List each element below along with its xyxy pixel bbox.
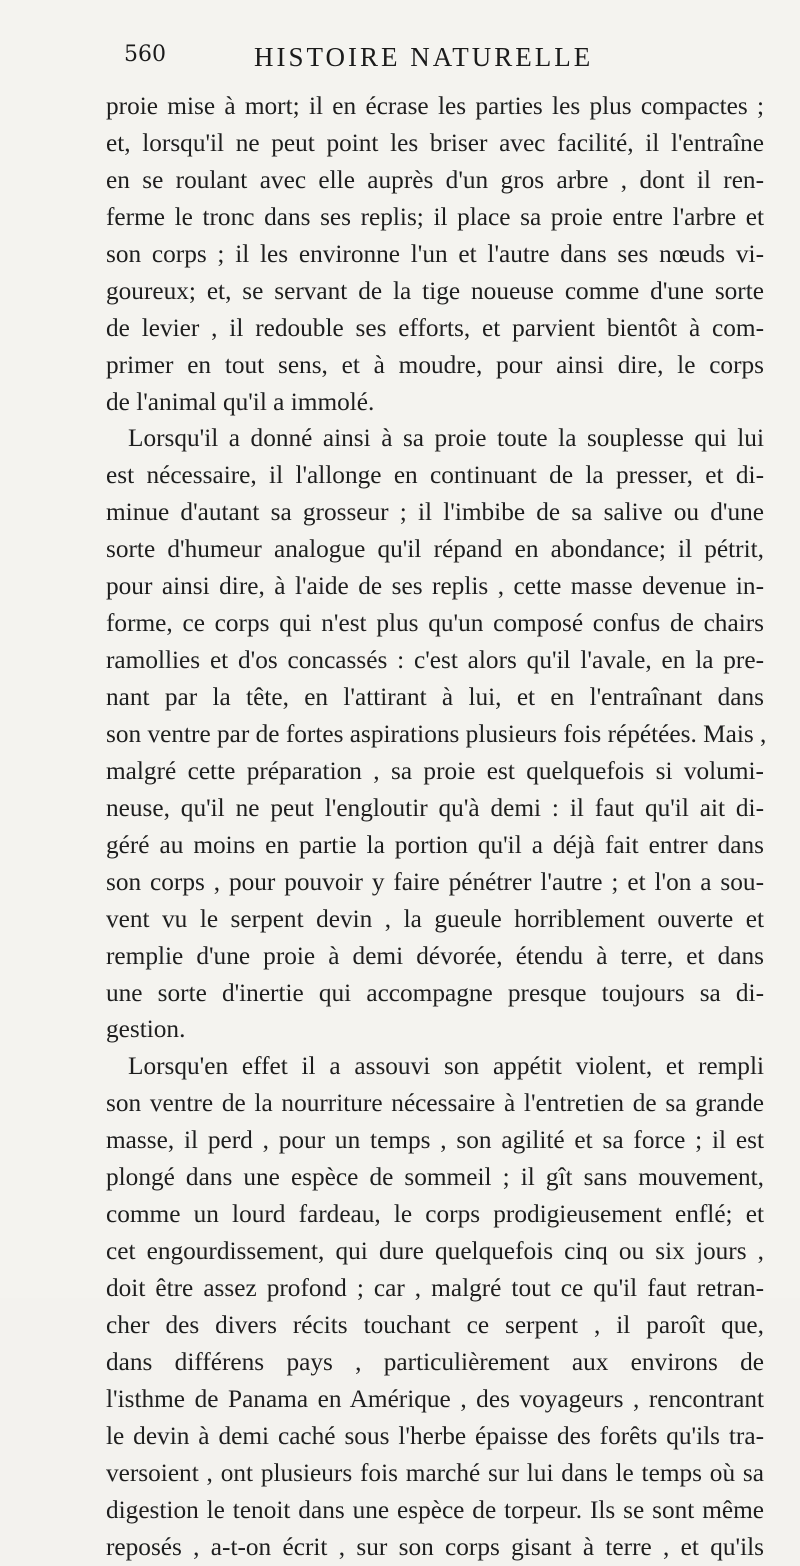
- text-line: vent vu le serpent devin , la gueule horriblement ouverte et: [106, 904, 764, 933]
- text-line: son corps , pour pouvoir y faire pénétrer l'autre ; et l'on a sou-: [106, 867, 764, 896]
- text-line: cet engourdissement, qui dure quelquefois cinq ou six jours ,: [106, 1237, 764, 1266]
- paragraph-start-line: Lorsqu'il a donné ainsi à sa proie toute la souplesse qui lui: [128, 424, 764, 453]
- text-line: est nécessaire, il l'allonge en continuant de la presser, et di-: [106, 461, 764, 490]
- text-line: le devin à demi caché sous l'herbe épaisse des forêts qu'ils tra-: [106, 1421, 764, 1450]
- text-line: proie mise à mort; il en écrase les parties les plus compactes ;: [106, 92, 764, 120]
- text-line: cher des divers récits touchant ce serpent , il paroît que,: [106, 1310, 764, 1339]
- text-line: dans différens pays , particulièrement aux environs de: [106, 1347, 764, 1376]
- text-line: pour ainsi dire, à l'aide de ses replis , cette masse devenue in-: [106, 572, 764, 601]
- body-text: [106, 88, 767, 1566]
- page-number: 560: [124, 42, 166, 67]
- text-line: forme, ce corps qui n'est plus qu'un composé confus de chairs: [106, 609, 764, 638]
- running-title: HISTOIRE NATURELLE: [254, 42, 594, 72]
- text-line: masse, il perd , pour un temps , son agilité et sa force ; il est: [106, 1126, 764, 1155]
- text-line: et, lorsqu'il ne peut point les briser avec facilité, il l'entraîne: [106, 128, 764, 157]
- text-line: malgré cette préparation , sa proie est quelquefois si volumi-: [106, 756, 764, 785]
- page-header: [124, 42, 754, 82]
- text-line: de levier , il redouble ses efforts, et parvient bientôt à com-: [106, 313, 764, 342]
- paragraph-end-line: de l'animal qu'il a immolé.: [106, 387, 375, 416]
- text-line: nant par la tête, en l'attirant à lui, et en l'entraînant dans: [106, 683, 764, 711]
- text-line: versoient , ont plusieurs fois marché sur lui dans le temps où sa: [106, 1458, 764, 1487]
- text-line: goureux; et, se servant de la tige noueuse comme d'une sorte: [106, 276, 764, 305]
- text-line: comme un lourd fardeau, le corps prodigieusement enflé; et: [106, 1200, 764, 1229]
- paragraph-start-line: Lorsqu'en effet il a assouvi son appétit violent, et rempli: [128, 1052, 764, 1081]
- text-line: une sorte d'inertie qui accompagne presque toujours sa di-: [106, 978, 764, 1007]
- paragraph-end-line: gestion.: [106, 1015, 186, 1044]
- text-line: reposés , a-t-on écrit , sur son corps gisant à terre , et qu'ils: [106, 1532, 764, 1561]
- text-line: son ventre par de fortes aspirations plusieurs fois répétées. Mais ,: [106, 719, 767, 748]
- text-line: l'isthme de Panama en Amérique , des voyageurs , rencontrant: [106, 1384, 764, 1413]
- text-line: plongé dans une espèce de sommeil ; il gît sans mouvement,: [106, 1163, 764, 1192]
- text-line: remplie d'une proie à demi dévorée, étendu à terre, et dans: [106, 941, 764, 970]
- text-line: doit être assez profond ; car , malgré tout ce qu'il faut retran-: [106, 1274, 764, 1302]
- text-line: neuse, qu'il ne peut l'engloutir qu'à demi : il faut qu'il ait di-: [106, 793, 764, 822]
- text-line: primer en tout sens, et à moudre, pour ainsi dire, le corps: [106, 350, 764, 379]
- text-line: digestion le tenoit dans une espèce de torpeur. Ils se sont même: [106, 1495, 764, 1524]
- text-line: minue d'autant sa grosseur ; il l'imbibe de sa salive ou d'une: [106, 498, 764, 527]
- text-line: son ventre de la nourriture nécessaire à l'entretien de sa grande: [106, 1089, 764, 1118]
- text-line: ferme le tronc dans ses replis; il place sa proie entre l'arbre et: [106, 202, 764, 231]
- text-line: en se roulant avec elle auprès d'un gros arbre , dont il ren-: [106, 165, 764, 194]
- text-line: son corps ; il les environne l'un et l'autre dans ses nœuds vi-: [106, 239, 764, 268]
- text-line: géré au moins en partie la portion qu'il a déjà fait entrer dans: [106, 830, 764, 859]
- text-line: ramollies et d'os concassés : c'est alors qu'il l'avale, en la pre-: [106, 646, 764, 675]
- text-line: sorte d'humeur analogue qu'il répand en abondance; il pétrit,: [106, 535, 764, 564]
